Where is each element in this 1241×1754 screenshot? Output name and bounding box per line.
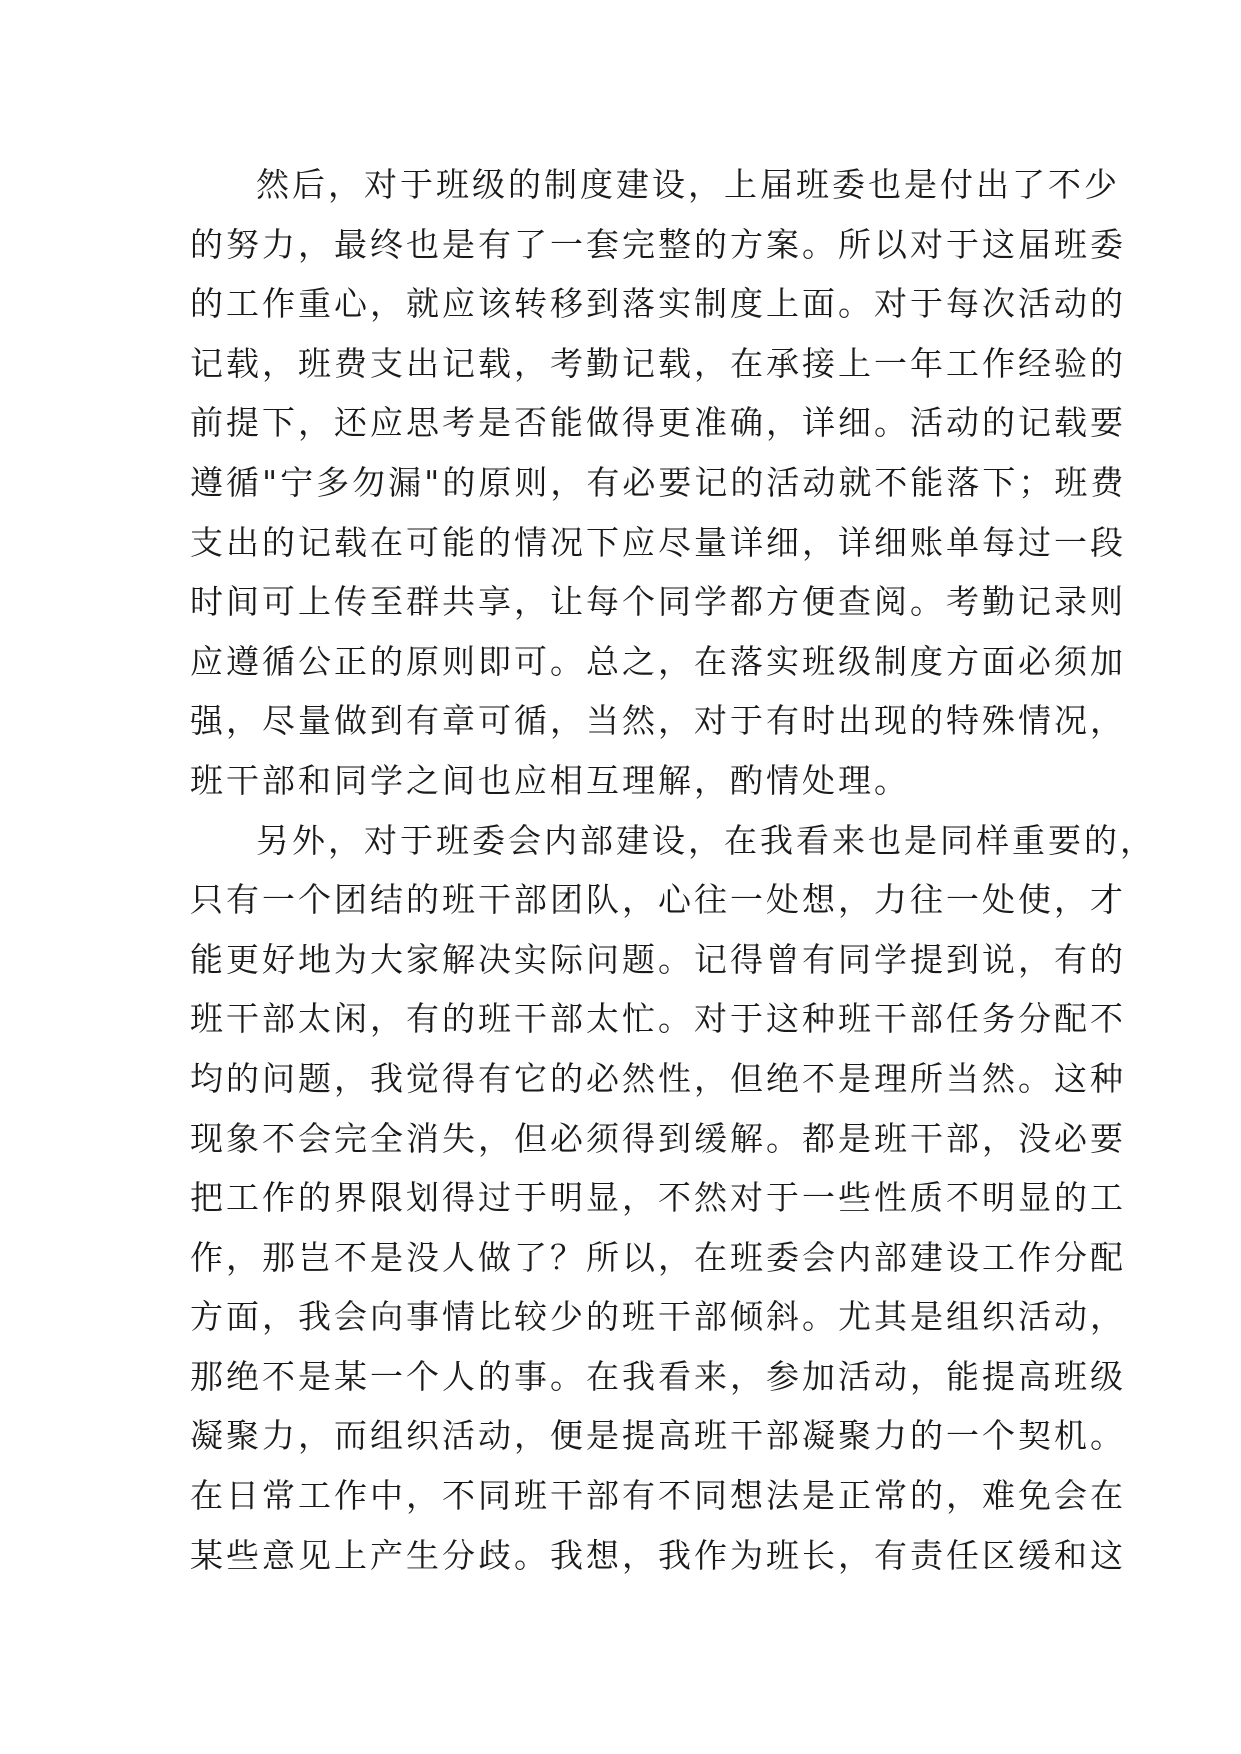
paragraph-line: 凝聚力，而组织活动，便是提高班干部凝聚力的一个契机。 bbox=[190, 1416, 1126, 1456]
paragraph-line: 均的问题，我觉得有它的必然性，但绝不是理所当然。这种 bbox=[190, 1058, 1126, 1098]
paragraph-line: 记载，班费支出记载，考勤记载，在承接上一年工作经验的 bbox=[190, 343, 1126, 383]
paragraph-line: 现象不会完全消失，但必须得到缓解。都是班干部，没必要 bbox=[190, 1118, 1126, 1158]
paragraph-line: 作，那岂不是没人做了？所以，在班委会内部建设工作分配 bbox=[190, 1237, 1126, 1277]
paragraph-line: 的努力，最终也是有了一套完整的方案。所以对于这届班委 bbox=[190, 224, 1126, 264]
paragraph-line: 只有一个团结的班干部团队，心往一处想，力往一处使，才 bbox=[190, 880, 1126, 920]
body-text bbox=[190, 155, 1156, 1585]
paragraph-line: 前提下，还应思考是否能做得更准确，详细。活动的记载要 bbox=[190, 403, 1126, 443]
paragraph-line: 那绝不是某一个人的事。在我看来，参加活动，能提高班级 bbox=[190, 1356, 1126, 1396]
paragraph-line: 某些意见上产生分歧。我想，我作为班长，有责任区缓和这 bbox=[190, 1535, 1126, 1575]
paragraph-line: 然后，对于班级的制度建设，上届班委也是付出了不少 bbox=[256, 165, 1120, 204]
paragraph-line: 支出的记载在可能的情况下应尽量详细，详细账单每过一段 bbox=[190, 522, 1126, 562]
paragraph-line: 的工作重心，就应该转移到落实制度上面。对于每次活动的 bbox=[190, 284, 1126, 324]
paragraph-line: 能更好地为大家解决实际问题。记得曾有同学提到说，有的 bbox=[190, 939, 1126, 979]
paragraph-line: 应遵循公正的原则即可。总之，在落实班级制度方面必须加 bbox=[190, 641, 1126, 681]
paragraph-line: 在日常工作中，不同班干部有不同想法是正常的，难免会在 bbox=[190, 1476, 1126, 1516]
paragraph-line: 强，尽量做到有章可循，当然，对于有时出现的特殊情况， bbox=[190, 701, 1126, 741]
paragraph-line: 把工作的界限划得过于明显，不然对于一些性质不明显的工 bbox=[190, 1178, 1126, 1218]
paragraph-line: 遵循"宁多勿漏"的原则，有必要记的活动就不能落下；班费 bbox=[190, 462, 1127, 502]
paragraph-line: 班干部太闲，有的班干部太忙。对于这种班干部任务分配不 bbox=[190, 999, 1126, 1039]
paragraph-line: 时间可上传至群共享，让每个同学都方便查阅。考勤记录则 bbox=[190, 582, 1126, 622]
paragraph-line: 另外，对于班委会内部建设，在我看来也是同样重要的， bbox=[256, 820, 1156, 860]
paragraph-line: 班干部和同学之间也应相互理解，酌情处理。 bbox=[190, 760, 910, 800]
paragraph-line: 方面，我会向事情比较少的班干部倾斜。尤其是组织活动， bbox=[190, 1297, 1126, 1337]
